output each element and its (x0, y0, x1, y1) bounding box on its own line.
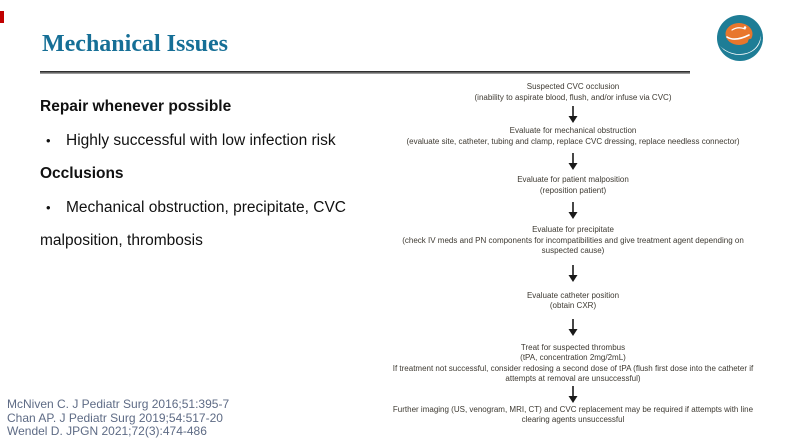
flowchart-step (353, 343, 793, 385)
flowchart-step (353, 225, 793, 257)
flowchart-step-line: Evaluate for precipitate (532, 225, 614, 234)
flowchart-step-line: If treatment not successful, consider redosing a second dose of tPA (flush first dose into the catheter if (392, 363, 754, 373)
bullet-glyph: • (46, 199, 51, 215)
flowchart-step (353, 82, 793, 103)
content-text-line (40, 191, 385, 225)
flowchart-step-line: Evaluate catheter position (526, 290, 620, 300)
content-heading: Repair whenever possible (40, 98, 232, 115)
left-panel (40, 90, 385, 258)
bullet-text: Mechanical obstruction, precipitate, CVC (66, 198, 346, 216)
flowchart-step-line: Evaluate for mechanical obstruction (509, 126, 637, 135)
down-arrow-icon (353, 103, 793, 126)
citation-line: Wendel D. JPGN 2021;72(3):474-486 (7, 424, 207, 438)
flowchart-step-line: Treat for suspected thrombus (520, 342, 626, 352)
content-heading: Occlusions (40, 165, 124, 182)
cvc-occlusion-flowchart (353, 82, 793, 426)
flowchart-step-line: (tPA, concentration 2mg/2mL) (520, 353, 626, 362)
flowchart-step-line: Further imaging (US, venogram, MRI, CT) and CVC replacement may be required if attempts with line (392, 404, 754, 414)
flowchart-step (353, 126, 793, 147)
flowchart-step-line: attempts at removal are unsuccessful) (505, 374, 641, 383)
flowchart-step-line: Suspected CVC occlusion (526, 82, 620, 91)
citation-list (7, 398, 229, 439)
flowchart-step (353, 405, 793, 426)
flowchart-step-line: (obtain CXR) (549, 301, 597, 310)
down-arrow-icon (353, 312, 793, 343)
down-arrow-icon (353, 257, 793, 291)
bullet-glyph: • (46, 132, 51, 148)
down-arrow-icon (353, 385, 793, 405)
down-arrow-icon (353, 196, 793, 225)
citation-line: Chan AP. J Pediatr Surg 2019;54:517-20 (7, 410, 223, 425)
down-arrow-icon (353, 147, 793, 175)
flowchart-step-line: (inability to aspirate blood, flush, and/or infuse via CVC) (474, 92, 672, 102)
flowchart-step (353, 175, 793, 196)
flowchart-step-line: (reposition patient) (539, 185, 607, 195)
title-underline (40, 71, 690, 74)
flowchart-step-line: clearing agents unsuccessful (521, 415, 625, 424)
citation-line: McNiven C. J Pediatr Surg 2016;51:395-7 (7, 397, 230, 411)
bullet-text: Highly successful with low infection risk (66, 131, 336, 149)
flowchart-step-line: (evaluate site, catheter, tubing and clamp, replace CVC dressing, replace needless connector) (406, 136, 740, 146)
flowchart-step (353, 291, 793, 312)
red-accent-mark (0, 11, 4, 23)
content-text-line: malposition, thrombosis (40, 232, 203, 249)
flowchart-step-line: (check IV meds and PN components for incompatibilities and give treatment agent depending on (402, 235, 744, 245)
content-text-line (40, 124, 385, 158)
brain-wave-logo-icon (716, 14, 764, 62)
flowchart-step-line: suspected cause) (541, 246, 605, 255)
flowchart-step-line: Evaluate for patient malposition (517, 175, 629, 184)
page-title: Mechanical Issues (42, 31, 228, 57)
